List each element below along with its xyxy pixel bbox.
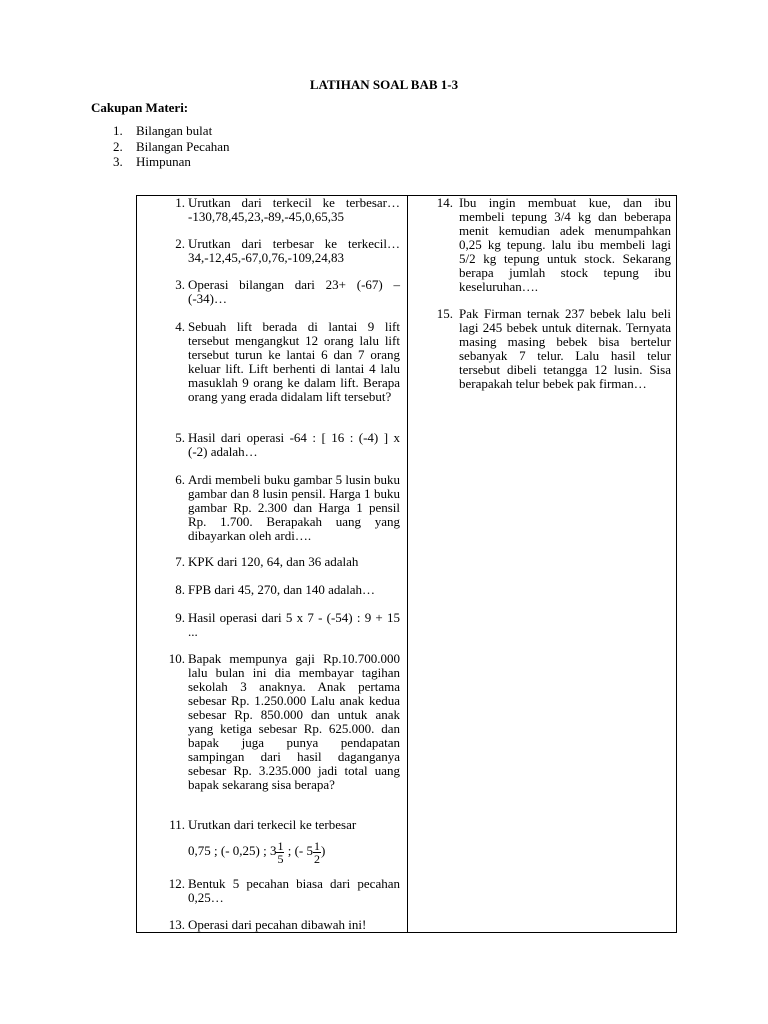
- question-number: 13.: [168, 917, 185, 932]
- question-number: 5.: [175, 430, 185, 445]
- question-15: [436, 306, 671, 391]
- materi-label: Himpunan: [136, 154, 191, 169]
- question-11: [169, 817, 400, 866]
- question-text: Pak Firman ternak 237 bebek lalu beli lagi 245 bebek untuk diternak. Ternyata masing masing bebek bisa bertelur sebanyak 7 telur. Lalu hasil telur tersebut dibeli tetangga 12 lusin. Sisa berapakah telur bebek pak firman…: [459, 306, 671, 391]
- question-number: 9.: [175, 610, 185, 625]
- question-text: Hasil operasi dari 5 x 7 - (-54) : 9 + 15 ...: [188, 610, 400, 639]
- question-number: 6.: [175, 472, 185, 487]
- question-text: FPB dari 45, 270, dan 140 adalah…: [188, 582, 376, 597]
- question-text: Operasi dari pecahan dibawah ini!: [188, 917, 367, 932]
- question-number: 7.: [175, 554, 185, 569]
- question-14: [436, 195, 671, 294]
- fraction: $\frac{1}{2}$: [314, 838, 320, 866]
- question-12: [168, 876, 400, 905]
- cakupan-heading: Cakupan Materi:: [91, 100, 189, 115]
- question-1: [175, 195, 400, 224]
- question-number: 3.: [175, 277, 185, 292]
- question-number: 8.: [175, 582, 185, 597]
- materi-number: 2.: [113, 138, 123, 154]
- question-text: Sebuah lift berada di lantai 9 lift tersebut mengangkut 12 orang lalu lift tersebut turun ke lantai 6 dan 7 orang keluar lift. Lift berhenti di lantai 4 lalu masuklah 9 orang ke dalam lift. Berapa orang yang erada didalam lift tersebut?: [188, 319, 400, 404]
- materi-number: 3.: [113, 154, 123, 169]
- question-5: [175, 430, 400, 459]
- materi-item: [91, 140, 230, 156]
- question-text: KPK dari 120, 64, dan 36 adalah: [188, 554, 359, 569]
- question-7: [175, 554, 400, 569]
- question-number: 12.: [168, 876, 185, 891]
- materi-item: [91, 124, 230, 140]
- materi-label: Bilangan bulat: [136, 123, 213, 138]
- question-text: Bentuk 5 pecahan biasa dari pecahan 0,25…: [188, 876, 400, 905]
- fraction: $\frac{1}{5}$: [277, 838, 284, 866]
- question-number: 4.: [175, 319, 185, 334]
- question-text: Ardi membeli buku gambar 5 lusin buku gambar dan 8 lusin pensil. Harga 1 buku gambar Rp. 2.300 dan Harga 1 pensil Rp. 1.700. Berapakah uang yang dibayarkan oleh ardi….: [188, 472, 400, 543]
- fraction-expression: 0,75 ; (- 0,25) ; 3 $\frac{1}{5}$ ; (- 5 $\frac{1}{2}$ ): [188, 838, 326, 866]
- question-text: Bapak mempunya gaji Rp.10.700.000 lalu bulan ini dia membayar tagihan sekolah 3 anaknya. Anak pertama sebesar Rp. 1.250.000 Lalu anak kedua sebesar Rp. 850.000 dan untuk anak yang ketiga sebesar Rp. 625.000. dan bapak juga punya pendapatan sampingan dari hasil daganganya sebesar Rp. 3.235.000 jadi total uang bapak sekarang sisa berapa?: [188, 651, 400, 792]
- question-text: Urutkan dari terkecil ke terbesar… -130,78,45,23,-89,-45,0,65,35: [188, 195, 400, 224]
- question-number: 14.: [436, 195, 453, 210]
- question-6: [175, 472, 400, 543]
- question-9: [175, 610, 400, 639]
- question-number: 10.: [168, 651, 185, 666]
- question-10: [168, 651, 400, 792]
- question-2: [175, 236, 400, 265]
- question-text: Operasi bilangan dari 23+ (-67) – (-34)…: [188, 277, 400, 306]
- materi-list: [91, 124, 230, 171]
- materi-number: 1.: [113, 123, 123, 138]
- question-4: [175, 319, 400, 404]
- question-number: 15.: [436, 306, 453, 321]
- column-divider: [407, 196, 408, 932]
- question-text: Ibu ingin membuat kue, dan ibu membeli tepung 3/4 kg dan beberapa menit kemudian adek menumpahkan 0,25 kg tepung. lalu ibu membeli lagi 5/2 kg tepung untuk stock. Sekarang berapa jumlah stock tepung ibu keseluruhan….: [459, 195, 671, 294]
- question-number: 11.: [169, 817, 185, 832]
- question-8: [175, 582, 400, 597]
- questions-table: [136, 195, 677, 933]
- question-number: 2.: [175, 236, 185, 251]
- question-text: Urutkan dari terbesar ke terkecil… 34,-12,45,-67,0,76,-109,24,83: [188, 236, 400, 265]
- question-13: [168, 917, 400, 932]
- question-text: Urutkan dari terkecil ke terbesar: [188, 817, 357, 832]
- materi-item: [91, 155, 230, 171]
- question-number: 1.: [175, 195, 185, 210]
- page-title: LATIHAN SOAL BAB 1-3: [309, 77, 459, 92]
- question-text: Hasil dari operasi -64 : [ 16 : (-4) ] x (-2) adalah…: [188, 430, 400, 459]
- question-3: [175, 277, 400, 306]
- materi-label: Bilangan Pecahan: [136, 138, 230, 154]
